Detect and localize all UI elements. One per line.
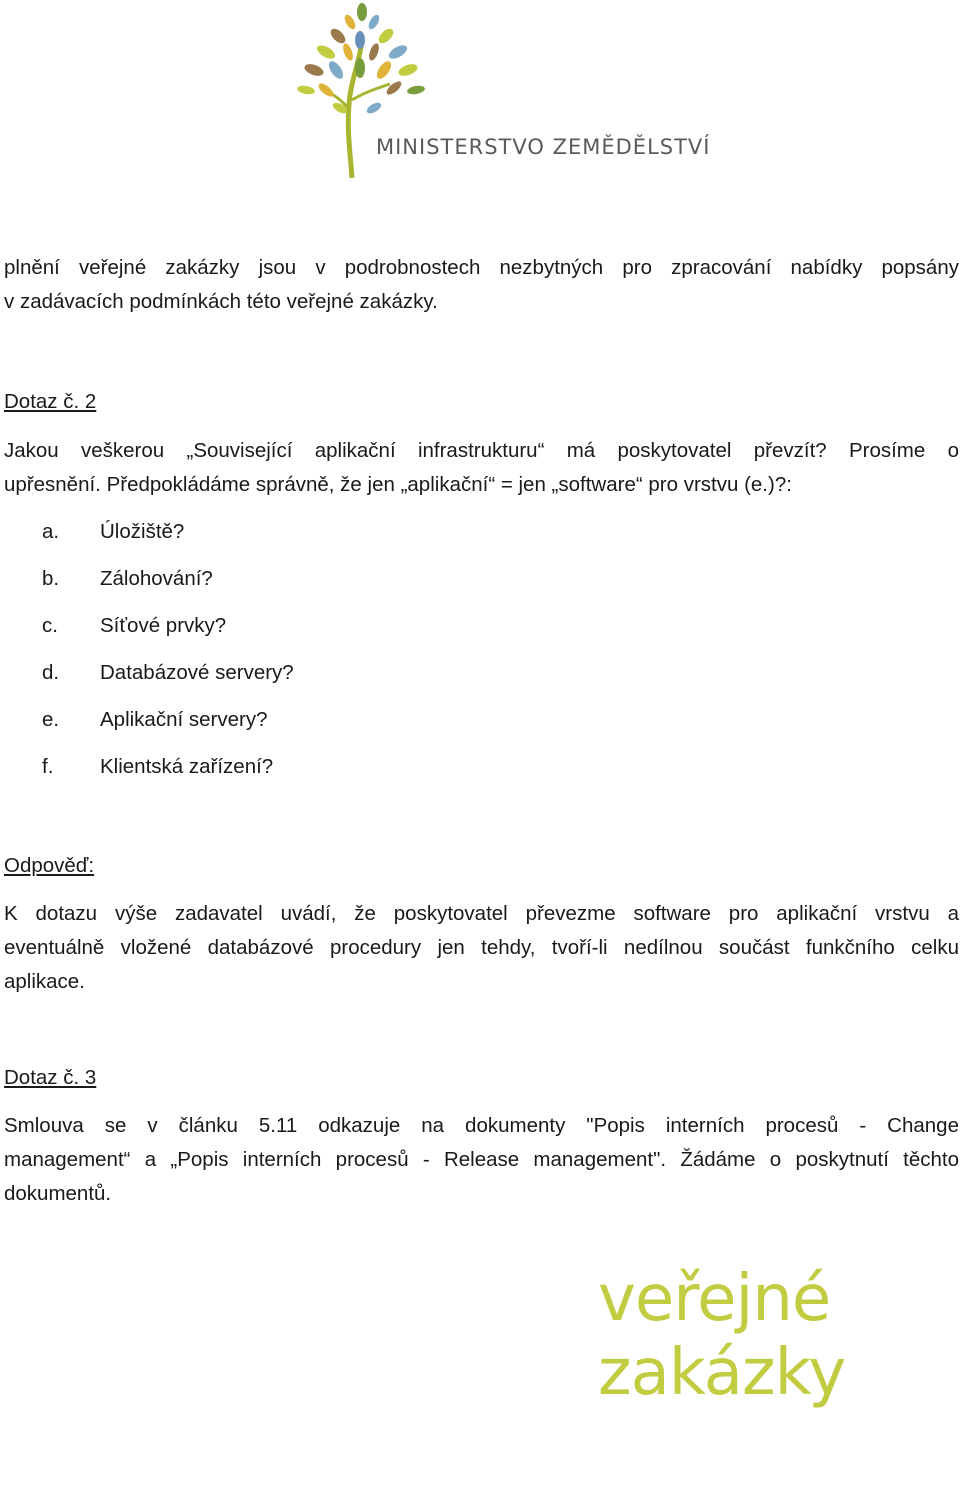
ministry-logo bbox=[280, 0, 711, 180]
question-2-heading: Dotaz č. 2 bbox=[4, 390, 97, 413]
question-3-line-3: dokumentů. bbox=[4, 1182, 112, 1205]
intro-paragraph bbox=[4, 251, 959, 319]
logo-line-2: zakázky bbox=[598, 1336, 846, 1410]
question-2-paragraph bbox=[4, 434, 959, 502]
question-2-line-2: upřesnění. Předpokládáme správně, že jen „aplikační“ = jen „software“ pro vrstvu (e.)?: bbox=[4, 473, 792, 496]
logo-line-1: veřejné bbox=[598, 1262, 831, 1336]
intro-line-2: v zadávacích podmínkách této veřejné zakázky. bbox=[4, 290, 438, 313]
verejne-zakazky-logo bbox=[598, 1262, 923, 1496]
question-2-line-1: Jakou veškerou „Související aplikační infrastrukturu“ má poskytovatel převzít? Prosíme o bbox=[4, 439, 959, 462]
answer-line-1: K dotazu výše zadavatel uvádí, že poskytovatel převezme software pro aplikační vrstvu a bbox=[4, 902, 959, 925]
question-3-paragraph bbox=[4, 1109, 959, 1211]
answer-paragraph bbox=[4, 897, 959, 999]
answer-heading: Odpověď: bbox=[4, 854, 95, 877]
ministry-name: MINISTERSTVO ZEMĚDĚLSTVÍ bbox=[376, 135, 711, 159]
answer-line-2: eventuálně vložené databázové procedury jen tehdy, tvoří-li nedílnou součást funkčního celku bbox=[4, 936, 959, 959]
answer-line-3: aplikace. bbox=[4, 970, 85, 993]
question-3-heading: Dotaz č. 3 bbox=[4, 1066, 97, 1089]
intro-line-1: plnění veřejné zakázky jsou v podrobnostech nezbytných pro zpracování nabídky popsány bbox=[4, 256, 959, 279]
question-3-line-1: Smlouva se v článku 5.11 odkazuje na dokumenty "Popis interních procesů - Change bbox=[4, 1114, 959, 1137]
question-3-line-2: management“ a „Popis interních procesů - Release management". Žádáme o poskytnutí těchto bbox=[4, 1148, 959, 1171]
